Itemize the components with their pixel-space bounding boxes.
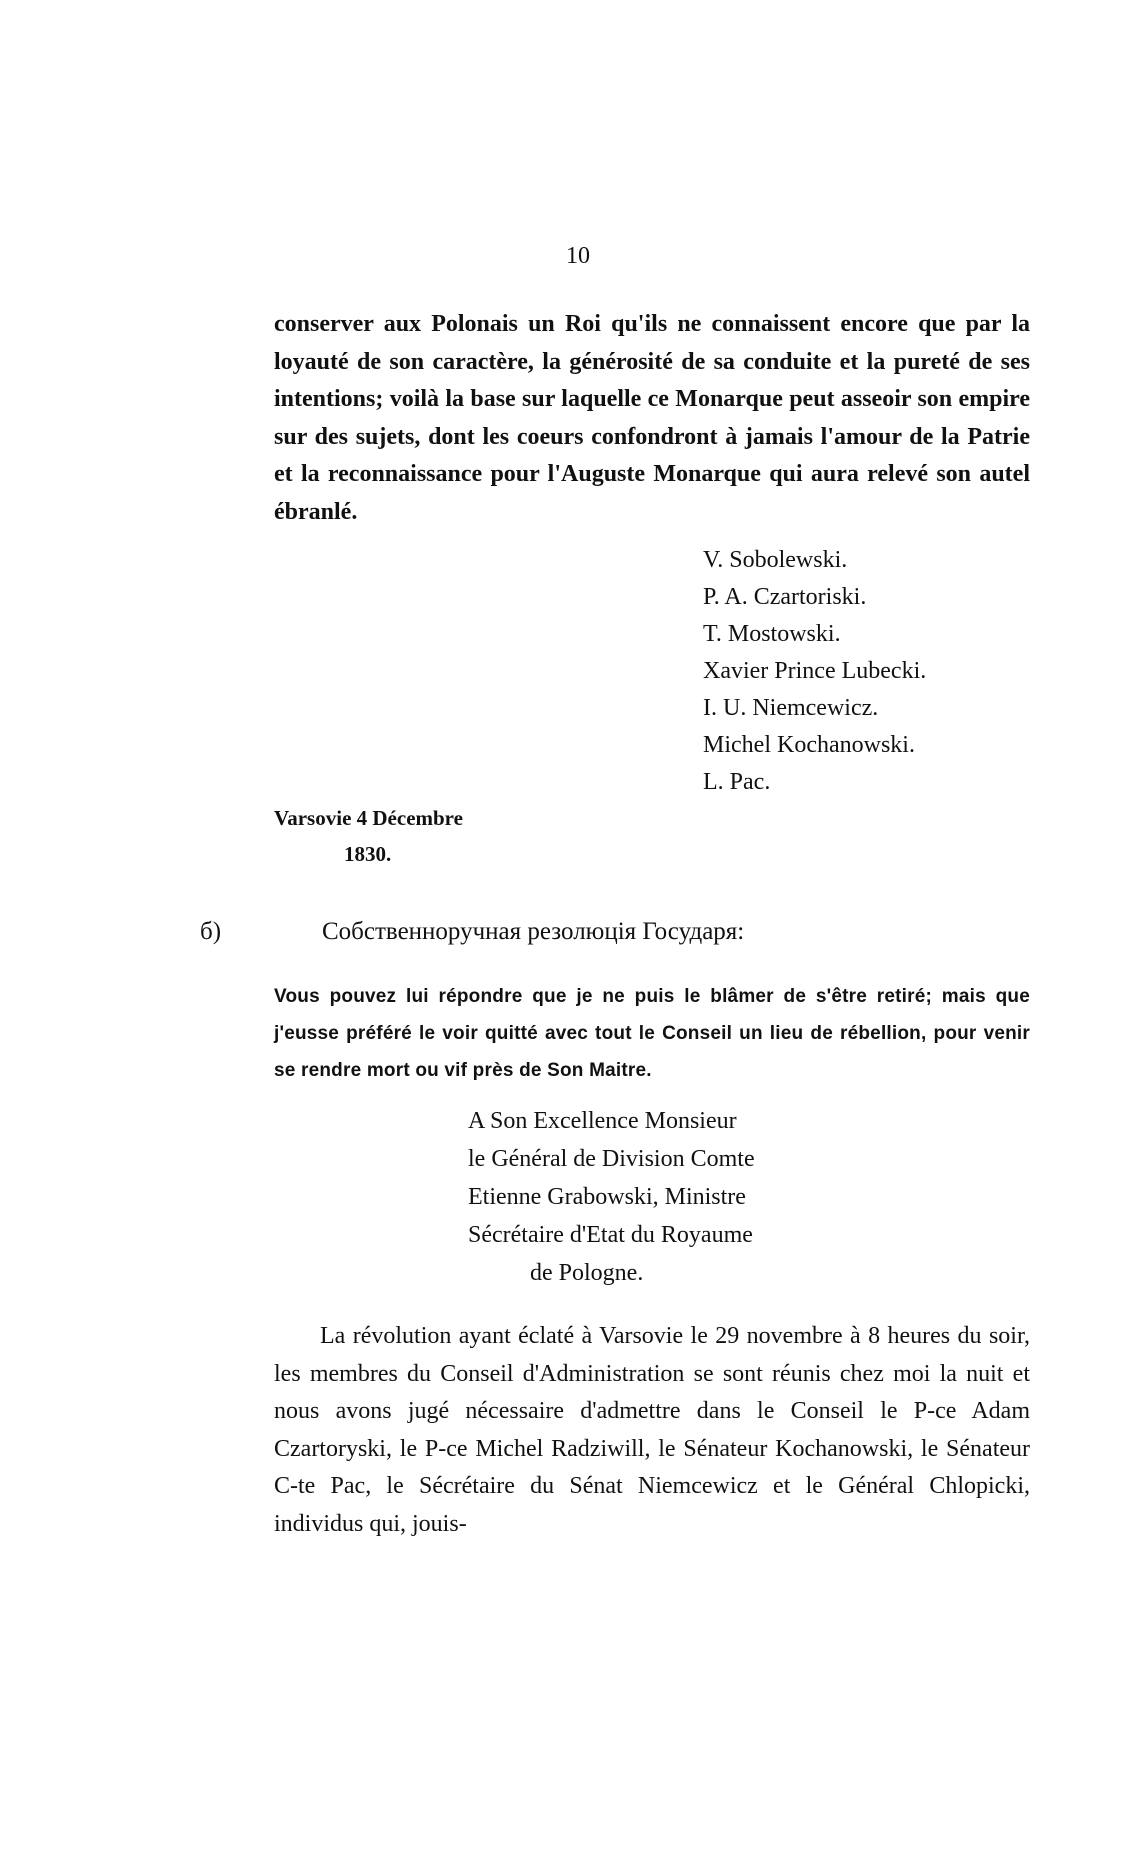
signature-line: V. Sobolewski.: [703, 547, 848, 573]
imperial-resolution-text: Vous pouvez lui répondre que je ne puis le blâmer de s'être retiré; mais que j'eusse préféré le voir quitté avec tout le Conseil un lieu de rébellion, pour venir se rendre mort ou vif près de Son Maitre.: [274, 986, 1030, 1081]
signature-line: L. Pac.: [703, 769, 771, 795]
address-line: de Pologne.: [530, 1260, 644, 1286]
report-paragraph: La révolution ayant éclaté à Varsovie le 29 novembre à 8 heures du soir, les membres du Conseil d'Administration se sont réunis chez moi la nuit et nous avons jugé nécessaire d'admettre dans le Conseil le P-ce Adam Czartoryski, le P-ce Michel Radziwill, le Sénateur Kochanowski, le Sénateur C-te Pac, le Sécrétaire du Sénat Niemcewicz et le Général Chlopicki, individus qui, jouis-: [274, 1323, 1030, 1537]
address-block: [468, 1102, 755, 1292]
year-line: 1830.: [344, 842, 392, 866]
letter-closing-paragraph: conserver aux Polonais un Roi qu'ils ne connaissent encore que par la loyauté de son caractère, la générosité de sa conduite et la pureté de ses intentions; voilà la base sur laquelle ce Monarque peut asseoir son empire sur des sujets, dont les coeurs confondront à jamais l'amour de la Patrie et la reconnaissance pour l'Auguste Monarque qui aura relevé son autel ébranlé.: [274, 311, 1030, 525]
signature-line: Xavier Prince Lubecki.: [703, 658, 927, 684]
address-line: le Général de Division Comte: [468, 1146, 755, 1172]
address-line: Etienne Grabowski, Ministre: [468, 1184, 746, 1210]
signature-list: [703, 542, 926, 801]
signature-line: T. Mostowski.: [703, 621, 841, 647]
place-line: Varsovie 4 Décembre: [274, 806, 463, 830]
section-marker: б): [200, 918, 222, 945]
address-line: Sécrétaire d'Etat du Royaume: [468, 1222, 753, 1248]
signature-line: Michel Kochanowski.: [703, 732, 915, 758]
signature-line: P. A. Czartoriski.: [703, 584, 867, 610]
page-number: 10: [566, 243, 590, 269]
signature-line: I. U. Niemcewicz.: [703, 695, 879, 721]
place-and-date: [274, 800, 463, 872]
address-line: A Son Excellence Monsieur: [468, 1108, 737, 1134]
section-heading: Собственноручная резолюція Государя:: [322, 918, 745, 945]
